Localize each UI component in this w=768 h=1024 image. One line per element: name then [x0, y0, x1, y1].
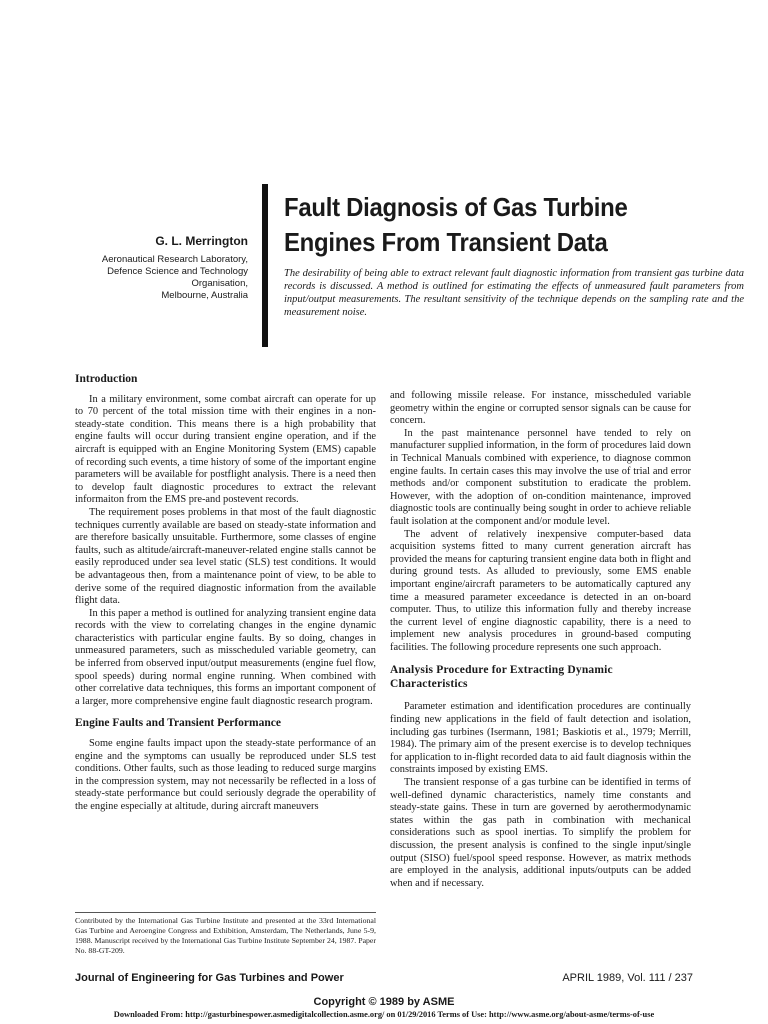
section-heading-engine-faults: Engine Faults and Transient Performance	[75, 717, 281, 730]
affiliation-line: Organisation,	[191, 278, 248, 289]
paragraph: The transient response of a gas turbine can be identified in terms of well-defined dynamic characteristics, namely time constants and steady-state gains. These in turn are governed by aerothermodynamic states within the gas path in combination with mechanical considerations such as spool inertias. To simplify the problem for discussion, the present analysis is confined to the single input/single output (SISO) fuel/spool speed response. However, as matrix methods are employed in the analysis, additional inputs/outputs can be added when and if necessary.	[390, 777, 691, 889]
author-name: G. L. Merrington	[155, 234, 248, 248]
footnote: Contributed by the International Gas Turbine Institute and presented at the 33rd International Gas Turbine and Aeroengine Congress and Exhibition, Amsterdam, The Netherlands, June 5-9, 1988. Manuscript received by the International Gas Turbine Institute September 24, 1987. Paper No. 88-GT-209.	[75, 912, 376, 956]
section-heading-introduction: Introduction	[75, 373, 138, 385]
paragraph: In the past maintenance personnel have tended to rely on manufacturer supplied information, in the form of procedures laid down in Technical Manuals combined with experience, to diagnose common engine faults. In certain cases this may involve the use of trial and error methods and/or component substitution to eradicate the problem. However, with the adoption of on-condition maintenance, improved diagnostic tools are continually being sought in order to achieve reliable fault isolation at the component and/or module level.	[390, 427, 691, 527]
left-column	[75, 373, 376, 814]
paragraph: The advent of relatively inexpensive computer-based data acquisition systems fitted to many current generation aircraft has provided the means for capturing transient engine data both in flight and during ground tests. As alluded to previously, some EMS enable important engine/aircraft parameters to be automatically captured any time a measured parameter exceedance is detected in an on-board computer. Thus, to utilize this information fully and thereby increase the current level of engine diagnostic capability, there is a need to implement new analysis procedures in ground-based computing facilities. The following procedure represents one such approach.	[390, 528, 691, 653]
title-rule	[262, 184, 268, 347]
author-block	[80, 234, 248, 302]
affiliation-line: Aeronautical Research Laboratory,	[101, 254, 248, 265]
paragraph-continuation: and following missile release. For instance, misscheduled variable geometry within the engine or corrupted sensor signals can be cause for concern.	[390, 390, 691, 427]
section-heading-analysis: Analysis Procedure for Extracting Dynamic Characteristics	[390, 664, 613, 690]
download-notice: Downloaded From: http://gasturbinespower.asmedigitalcollection.asme.org/ on 01/29/2016 Terms of Use: http://www.asme.org/about-asme/terms-of-use	[113, 1010, 655, 1019]
paragraph: The requirement poses problems in that most of the fault diagnostic techniques currently available are based on steady-state information and are therefore basically unsuitable. Furthermore, some classes of engine faults, such as altitude/aircraft-maneuver-related engine stalls cannot be easily reproduced under sea level static (SLS) test conditions. It would be advantageous then, from a maintenance point of view, to be able to derive some of the required diagnostic information from the available flight data.	[75, 506, 376, 607]
paragraph: In a military environment, some combat aircraft can operate for up to 70 percent of the total mission time with their engines in a non-steady-state condition. This means there is a high probability that engine faults will occur during transient engine operation, and if the aircraft is equipped with an Engine Monitoring System (EMS) capable of recording such events, a time history of some of the important engine parameters will be available for postflight analysis. There is a need then to develop fault diagnostic procedures to extract the relevant informaiton from the EMS pre-and postevent records.	[75, 393, 376, 506]
title-line-2: Engines From Transient Data	[284, 227, 608, 257]
paper-title	[284, 190, 707, 260]
paragraph: Some engine faults impact upon the steady-state performance of an engine and the symptoms can usually be reproduced under SLS test conditions. Other faults, such as those leading to reduced surge margins in the compression system, may not necessarily be reflected in a loss of steady-state performance but could seriously degrade the operability of the engine especially at altitude, during aircraft maneuvers	[75, 738, 376, 812]
paragraph: In this paper a method is outlined for analyzing transient engine data records with the view to correlating changes in the engine dynamic characteristics with particular engine faults. By so doing, changes in unmeasured parameters, such as misscheduled variable geometry, can be inferred from observed input/output measurements (engine fuel flow, spool speeds) during normal engine running. When combined with other correlative data techniques, this forms an important component of a larger, more comprehensive engine fault diagnostic research program.	[75, 607, 376, 707]
author-affiliation	[80, 254, 248, 302]
affiliation-line: Melbourne, Australia	[161, 290, 248, 301]
paragraph: Parameter estimation and identification procedures are continually finding new applications in the field of fault detection and isolation, including gas turbines (Isermann, 1981; Baskiotis et al., 1979; Merrill, 1984). The primary aim of the present exercise is to develop techniques for application to in-flight recorded data to aid fault diagnosis within the constraints imposed by existing EMS.	[390, 701, 691, 776]
abstract: The desirability of being able to extract relevant fault diagnostic information from transient gas turbine data records is discussed. A method is outlined for estimating the effects of unmeasured fault parameters from input/output measurements. The resultant sensitivity of the technique depends on the sampling rate and the measurement noise.	[284, 268, 744, 318]
copyright-notice: Copyright © 1989 by ASME	[313, 996, 455, 1008]
title-line-1: Fault Diagnosis of Gas Turbine	[284, 192, 628, 222]
issue-info: APRIL 1989, Vol. 111 / 237	[562, 972, 693, 984]
journal-name: Journal of Engineering for Gas Turbines and Power	[75, 972, 344, 984]
affiliation-line: Defence Science and Technology	[107, 266, 248, 277]
right-column	[390, 390, 691, 890]
